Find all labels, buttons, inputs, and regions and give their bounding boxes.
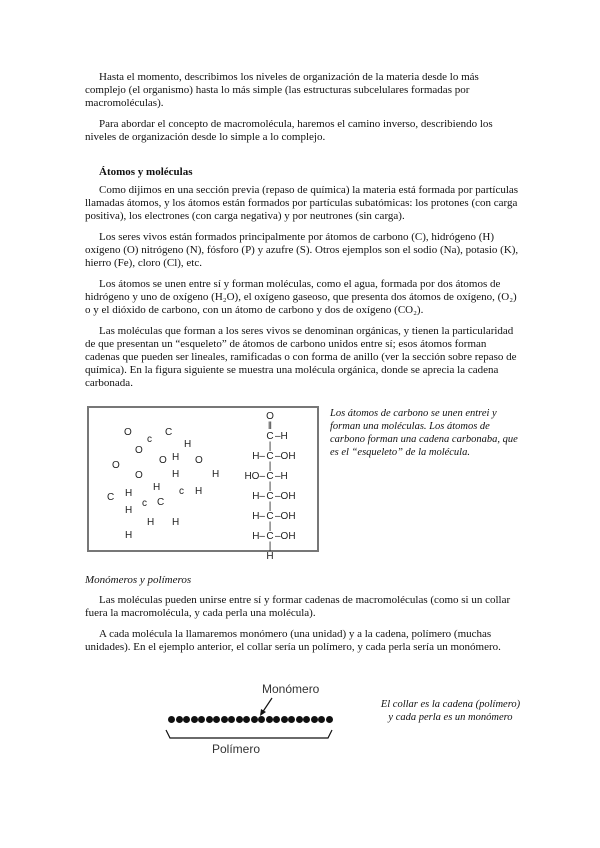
formula-part: –OH [275, 531, 296, 542]
paragraph: Las moléculas que forman a los seres vivos se denominan orgánicas, y tienen la particularidad de que presentan un “esqueleto” de átomos de carbono unidos entre sí; esos átomos forman cadenas que pueden ser lineales, ramificadas o con forma de anillo (ver la sección sobre repaso de química). En la figura siguiente se muestra una molécula orgánica, donde se aprecia la cadena carbonada. [85, 325, 517, 389]
formula-part: –OH [275, 451, 296, 462]
bead [206, 716, 213, 723]
bead [251, 716, 258, 723]
bead [318, 716, 325, 723]
bead [281, 716, 288, 723]
atom-symbol: C [165, 427, 173, 438]
formula-part: –OH [275, 511, 296, 522]
bead [311, 716, 318, 723]
atom-symbol: C [157, 497, 165, 508]
intro-section [85, 71, 521, 144]
formula-part: –H [275, 431, 288, 442]
bead [326, 716, 333, 723]
intro-paragraph-1: Hasta el momento, describimos los niveles de organización de la materia desde lo más complejo (el organismo) hasta lo más simple (las estructuras subcelulares formadas por macromoléculas). [85, 71, 479, 109]
atom-symbol: H [125, 530, 133, 541]
formula-part: C [266, 471, 274, 482]
atom-symbol: H [212, 469, 220, 480]
atom-symbol: H [147, 517, 155, 528]
paragraph: Los seres vivos están formados principalmente por átomos de carbono (C), hidrógeno (H) oxígeno (O) nitrógeno (N), fósforo (P) y azufre (S). Otros ejemplos son el sodio (Na), potasio (K), hierro (Fe), cloro (Cl), etc. [85, 231, 519, 269]
polymer-label: Polímero [212, 742, 261, 756]
atom-symbol: c [179, 486, 184, 497]
formula-part: H– [252, 511, 265, 522]
formula-part: H– [252, 491, 265, 502]
polymers-section [85, 574, 521, 654]
formula-part [239, 432, 265, 442]
formula-part: H– [252, 531, 265, 542]
bead [243, 716, 250, 723]
formula-part: C [266, 491, 274, 502]
formula-part [275, 552, 299, 562]
formula-part: H– [252, 451, 265, 462]
molecule-figure [87, 406, 319, 562]
structural-formula: O ‖ C –H | H– C –OH | HO– C –H | H– C –OH | H– C –OH | H– C –OH | H [239, 412, 299, 562]
atom-symbol: H [125, 488, 133, 499]
polymer-figure [160, 678, 340, 768]
bead [176, 716, 183, 723]
atom-symbol: O [135, 445, 143, 456]
formula-part [239, 552, 265, 562]
section-heading: Monómeros y polímeros [85, 574, 192, 586]
figure-caption: El collar es la cadena (polímero) y cada perla es un monómero [380, 699, 521, 723]
bead [296, 716, 303, 723]
bead [236, 716, 243, 723]
paragraph: Las moléculas pueden unirse entre sí y formar cadenas de macromoléculas (como si un collar fuera la macromolécula, y cada perla una molécula). [85, 594, 511, 619]
bead [191, 716, 198, 723]
paragraph: Como dijimos en una sección previa (repaso de química) la materia está formada por partículas llamadas átomos, y los átomos están formados por partículas subatómicas: los protones (con carga positiva), los electrones (con carga negativa) y por neutrones (sin carga). [85, 184, 519, 222]
paragraph: Los átomos se unen entre sí y forman moléculas, como el agua, formada por dos átomos de hidrógeno y uno de oxígeno (H₂O), el oxígeno gaseoso, que presenta dos átomos de oxígeno, (O₂) o y el dióxido de carbono, con un átomo de carbono y dos de oxígeno (CO₂). [85, 278, 517, 316]
bead [198, 716, 205, 723]
formula-part: –OH [275, 491, 296, 502]
bead [183, 716, 190, 723]
paragraph: A cada molécula la llamaremos monómero (una unidad) y a la cadena, polímero (muchas unidades). En el ejemplo anterior, el collar sería un polímero, y cada perla sería un monómero. [85, 628, 501, 653]
atom-symbol: H [153, 482, 161, 493]
bead [273, 716, 280, 723]
atom-symbol: C [107, 492, 115, 503]
formula-part: HO– [244, 471, 265, 482]
atom-symbol: c [142, 498, 147, 509]
section-heading: Átomos y moléculas [99, 166, 193, 178]
bead [303, 716, 310, 723]
atom-symbol: O [112, 460, 120, 471]
atom-symbol: O [135, 470, 143, 481]
formula-part: C [266, 531, 274, 542]
figure-caption: Los átomos de carbono se unen entrei y forman una moléculas. Los átomos de carbono forman una cadena carbonaba, que es el “esqueleto” de la molécula. [330, 408, 518, 458]
formula-part: C [266, 431, 274, 442]
atom-symbol: H [172, 452, 180, 463]
intro-paragraph-2: Para abordar el concepto de macromolécula, haremos el camino inverso, describiendo los niveles de organización desde lo simple a lo complejo. [85, 118, 493, 143]
atom-symbol: O [124, 427, 132, 438]
atom-symbol: H [172, 517, 180, 528]
atom-symbol: O [159, 455, 167, 466]
bead [221, 716, 228, 723]
formula-row [239, 552, 299, 562]
atom-symbol: c [147, 434, 152, 445]
bead [213, 716, 220, 723]
formula-part: C [266, 511, 274, 522]
bead [228, 716, 235, 723]
atom-symbol: H [172, 469, 180, 480]
atom-symbol: H [125, 505, 133, 516]
atoms-section [85, 166, 521, 390]
atom-symbol: H [195, 486, 203, 497]
formula-part: C [266, 451, 274, 462]
bead [168, 716, 175, 723]
bead [288, 716, 295, 723]
bead [266, 716, 273, 723]
formula-part: –H [275, 471, 288, 482]
atom-symbol: H [184, 439, 192, 450]
formula-part: H [266, 551, 274, 562]
monomer-label: Monómero [262, 682, 320, 696]
formula-top-atom: O [266, 411, 274, 422]
atom-symbol: O [195, 455, 203, 466]
brace [166, 730, 332, 738]
bead [258, 716, 265, 723]
